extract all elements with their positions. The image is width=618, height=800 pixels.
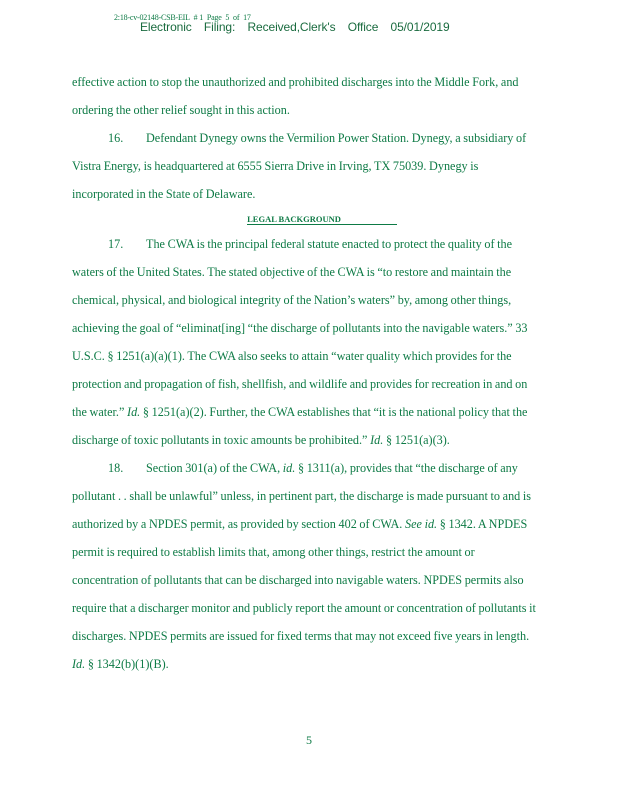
page-of: of xyxy=(233,13,240,22)
paragraph-line: concentration of pollutants that can be discharged into navigable waters. NPDES permits also xyxy=(72,573,524,587)
citation-id: Id. xyxy=(72,657,86,671)
paragraph-line: Vistra Energy, is headquartered at 6555 Sierra Drive in Irving, TX 75039. Dynegy is xyxy=(72,159,479,173)
paragraph-line: protection and propagation of fish, shellfish, and wildlife and provides for recreation in and on xyxy=(72,377,528,391)
citation-id: Id. xyxy=(127,405,141,419)
paragraph-18-first-line: 18. Section 301(a) of the CWA, id. § 1311(a), provides that “the discharge of any xyxy=(72,454,572,482)
paragraph-16-first-line: 16. Defendant Dynegy owns the Vermilion Power Station. Dynegy, a subsidiary of xyxy=(72,124,572,152)
citation-see-id: See id. xyxy=(405,517,438,531)
paragraph-line: chemical, physical, and biological integrity of the Nation’s waters” by, among other things, xyxy=(72,293,512,307)
paragraph-line: permit is required to establish limits that, among other things, restrict the amount or xyxy=(72,545,475,559)
page-number: 5 xyxy=(306,733,312,747)
page-current: 5 xyxy=(225,13,230,22)
page-label: Page xyxy=(206,13,222,22)
paragraph-line: require that a discharger monitor and publicly report the amount or concentration of pollutants it xyxy=(72,601,536,615)
citation-id: Id. xyxy=(370,433,384,447)
paragraph-line: U.S.C. § 1251(a)(a)(1). The CWA also seeks to attain “water quality which provides for the xyxy=(72,349,512,363)
paragraph-line: waters of the United States. The stated objective of the CWA is “to restore and maintain the xyxy=(72,265,512,279)
page-total: 17 xyxy=(243,13,251,22)
paragraph-line: discharge of toxic pollutants in toxic amounts be prohibited.” Id. § 1251(a)(3). xyxy=(72,433,450,447)
section-heading: LEGAL BACKGROUND xyxy=(72,208,572,230)
paragraph-line: authorized by a NPDES permit, as provided by section 402 of CWA. See id. § 1342. A NPDES xyxy=(72,517,528,531)
paragraph-line: effective action to stop the unauthorized and prohibited discharges into the Middle Fork, and xyxy=(72,75,519,89)
filing-stamp: Electronic Filing: Received,Clerk's Office 05/01/2019 xyxy=(140,20,450,34)
docket-number: 2:18-cv-02148-CSB-EIL xyxy=(114,13,190,22)
document-number: # 1 xyxy=(193,13,204,22)
citation-id: id. xyxy=(282,461,296,475)
paragraph-line: ordering the other relief sought in this action. xyxy=(72,103,290,117)
paragraph-line: Id. § 1342(b)(1)(B). xyxy=(72,657,169,671)
paragraph-line: the water.” Id. § 1251(a)(2). Further, the CWA establishes that “it is the national policy that the xyxy=(72,405,528,419)
document-body xyxy=(72,68,572,678)
paragraph-number: 16. xyxy=(108,131,124,145)
paragraph-17-first-line: 17. The CWA is the principal federal statute enacted to protect the quality of the xyxy=(72,230,572,258)
paragraph-line: achieving the goal of “eliminat[ing] “the discharge of pollutants into the navigable waters.” 33 xyxy=(72,321,528,335)
paragraph-number: 18. xyxy=(108,461,124,475)
paragraph-number: 17. xyxy=(108,237,124,251)
paragraph-line: pollutant . . shall be unlawful” unless, in pertinent part, the discharge is made pursuant to and is xyxy=(72,489,532,503)
paragraph-line: discharges. NPDES permits are issued for fixed terms that may not exceed five years in length. xyxy=(72,629,530,643)
paragraph-line: incorporated in the State of Delaware. xyxy=(72,187,256,201)
